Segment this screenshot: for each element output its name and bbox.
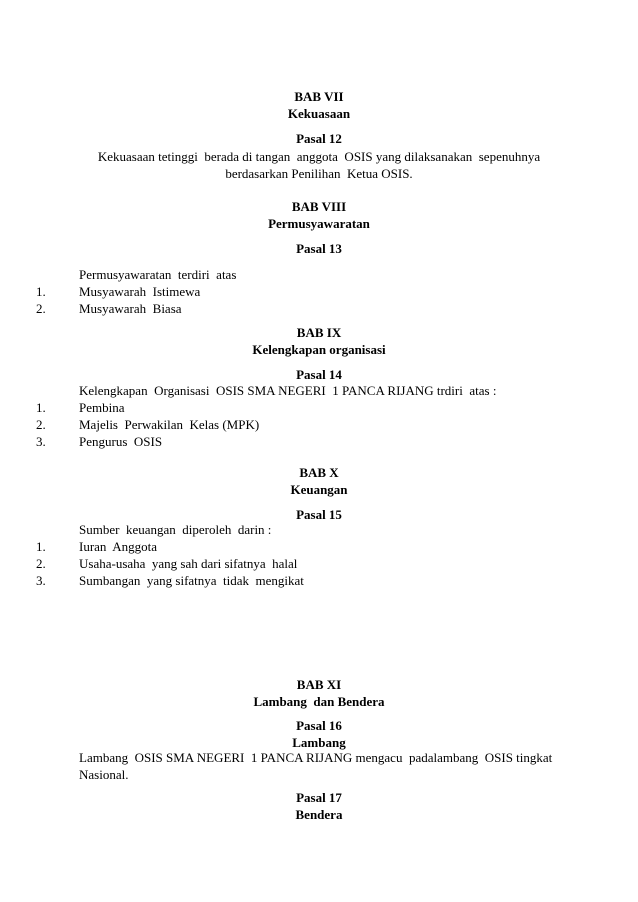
bab10-subtitle: Keuangan — [290, 482, 348, 497]
pasal17-heading: Pasal 17 — [296, 790, 342, 805]
list-item: Musyawarah Istimewa — [79, 284, 201, 299]
list-item: Pengurus OSIS — [79, 434, 163, 449]
pasal16-line-2: Nasional. — [79, 767, 129, 782]
list-item: Pembina — [79, 400, 125, 415]
list-number: 2. — [36, 556, 46, 571]
bab7-subtitle: Kekuasaan — [287, 106, 351, 121]
list-number: 3. — [36, 434, 46, 449]
list-item: Usaha-usaha yang sah dari sifatnya halal — [79, 556, 298, 571]
list-item: Sumbangan yang sifatnya tidak mengikat — [79, 573, 304, 588]
list-number: 2. — [36, 301, 46, 316]
pasal15-intro: Sumber keuangan diperoleh darin : — [79, 522, 272, 537]
bab9-subtitle: Kelengkapan organisasi — [252, 342, 386, 357]
pasal12-line-2: berdasarkan Penilihan Ketua OSIS. — [225, 166, 413, 181]
list-item: Musyawarah Biasa — [79, 301, 182, 316]
pasal12-line-1: Kekuasaan tetinggi berada di tangan anggota OSIS yang dilaksanakan sepenuhnya — [97, 149, 541, 164]
bab11-subtitle: Lambang dan Bendera — [253, 694, 385, 709]
pasal16-heading: Pasal 16 — [296, 718, 342, 733]
bab10-title: BAB X — [299, 465, 339, 480]
pasal13-intro: Permusyawaratan terdiri atas — [79, 267, 237, 282]
bab8-title: BAB VIII — [291, 199, 347, 214]
pasal16-subheading: Lambang — [292, 735, 346, 750]
list-number: 3. — [36, 573, 46, 588]
pasal12-heading: Pasal 12 — [296, 131, 342, 146]
pasal16-line-1: Lambang OSIS SMA NEGERI 1 PANCA RIJANG mengacu padalambang OSIS tingkat — [79, 750, 553, 765]
bab9-title: BAB IX — [296, 325, 342, 340]
list-number: 1. — [36, 284, 46, 299]
pasal13-heading: Pasal 13 — [296, 241, 342, 256]
list-item: Iuran Anggota — [79, 539, 157, 554]
list-item: Majelis Perwakilan Kelas (MPK) — [79, 417, 260, 432]
list-number: 1. — [36, 539, 46, 554]
pasal15-heading: Pasal 15 — [296, 507, 342, 522]
pasal14-intro: Kelengkapan Organisasi OSIS SMA NEGERI 1 PANCA RIJANG trdiri atas : — [79, 383, 497, 398]
list-number: 1. — [36, 400, 46, 415]
list-number: 2. — [36, 417, 46, 432]
pasal14-heading: Pasal 14 — [296, 367, 342, 382]
bab7-title: BAB VII — [294, 89, 344, 104]
bab8-subtitle: Permusyawaratan — [268, 216, 370, 231]
pasal17-subheading: Bendera — [295, 807, 343, 822]
bab11-title: BAB XI — [296, 677, 342, 692]
